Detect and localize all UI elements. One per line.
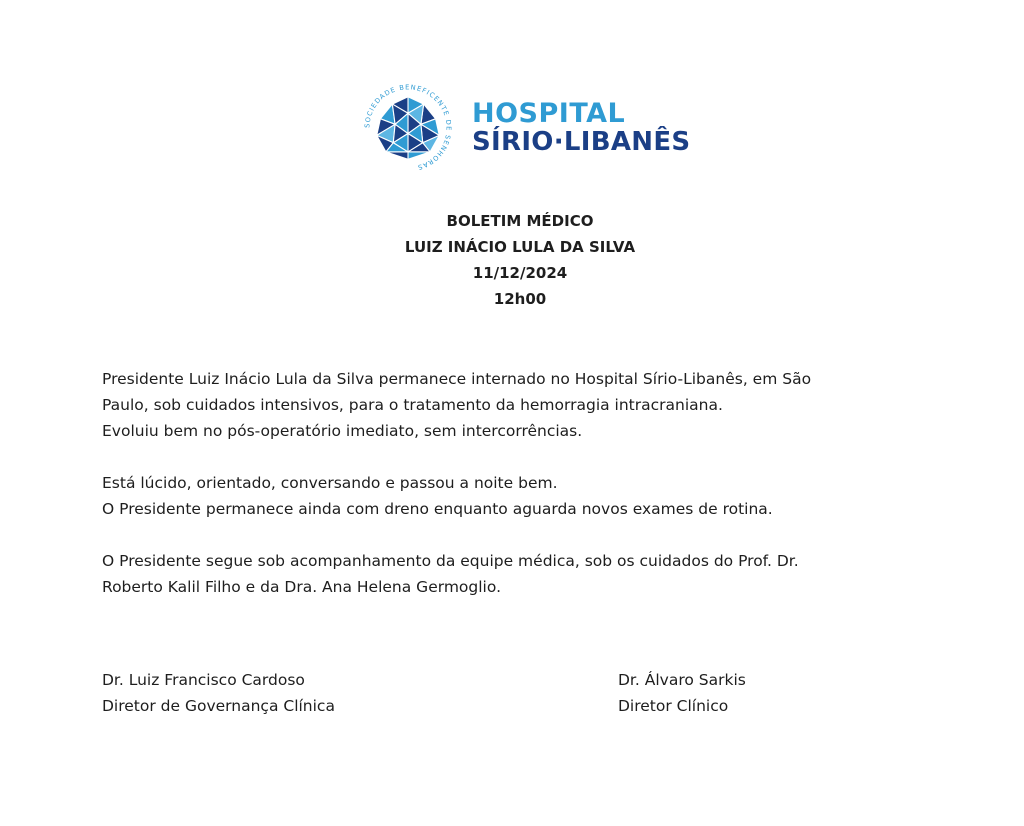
paragraph-line: Roberto Kalil Filho e da Dra. Ana Helena Germoglio. [102,578,502,596]
paragraph-line: Presidente Luiz Inácio Lula da Silva permanece internado no Hospital Sírio-Libanês, em São [102,370,812,388]
logo-ring-text: SOCIEDADE BENEFICENTE DE SENHORAS [363,83,453,172]
signature-governance-director [102,667,335,719]
logo-hospital-word: HOSPITAL [472,98,626,130]
bulletin-time: 12h00 [493,290,547,308]
signature-role: Diretor de Governança Clínica [102,697,335,715]
logo-wordmark [472,100,690,156]
signature-clinical-director [618,667,746,719]
paragraph-line: Evoluiu bem no pós-operatório imediato, sem intercorrências. [102,422,583,440]
paragraph-condition [102,470,902,522]
signature-name: Dr. Álvaro Sarkis [618,671,746,689]
bulletin-date: 11/12/2024 [472,264,568,282]
paragraph-status [102,366,902,444]
paragraph-line: Paulo, sob cuidados intensivos, para o tratamento da hemorragia intracraniana. [102,396,723,414]
signature-name: Dr. Luiz Francisco Cardoso [102,671,305,689]
logo-hospital-name: SÍRIO·LIBANÊS [472,126,691,157]
signature-role: Diretor Clínico [618,697,729,715]
paragraph-line: O Presidente permanece ainda com dreno enquanto aguarda novos exames de rotina. [102,500,773,518]
paragraph-line: Está lúcido, orientado, conversando e passou a noite bem. [102,474,558,492]
paragraph-care-team [102,548,902,600]
patient-name: LUIZ INÁCIO LULA DA SILVA [404,238,636,256]
bulletin-title: BOLETIM MÉDICO [446,212,594,230]
geodesic-globe-icon [362,82,454,174]
bulletin-header [0,208,1024,312]
hospital-logo [362,82,690,174]
paragraph-line: O Presidente segue sob acompanhamento da equipe médica, sob os cuidados do Prof. Dr. [102,552,799,570]
